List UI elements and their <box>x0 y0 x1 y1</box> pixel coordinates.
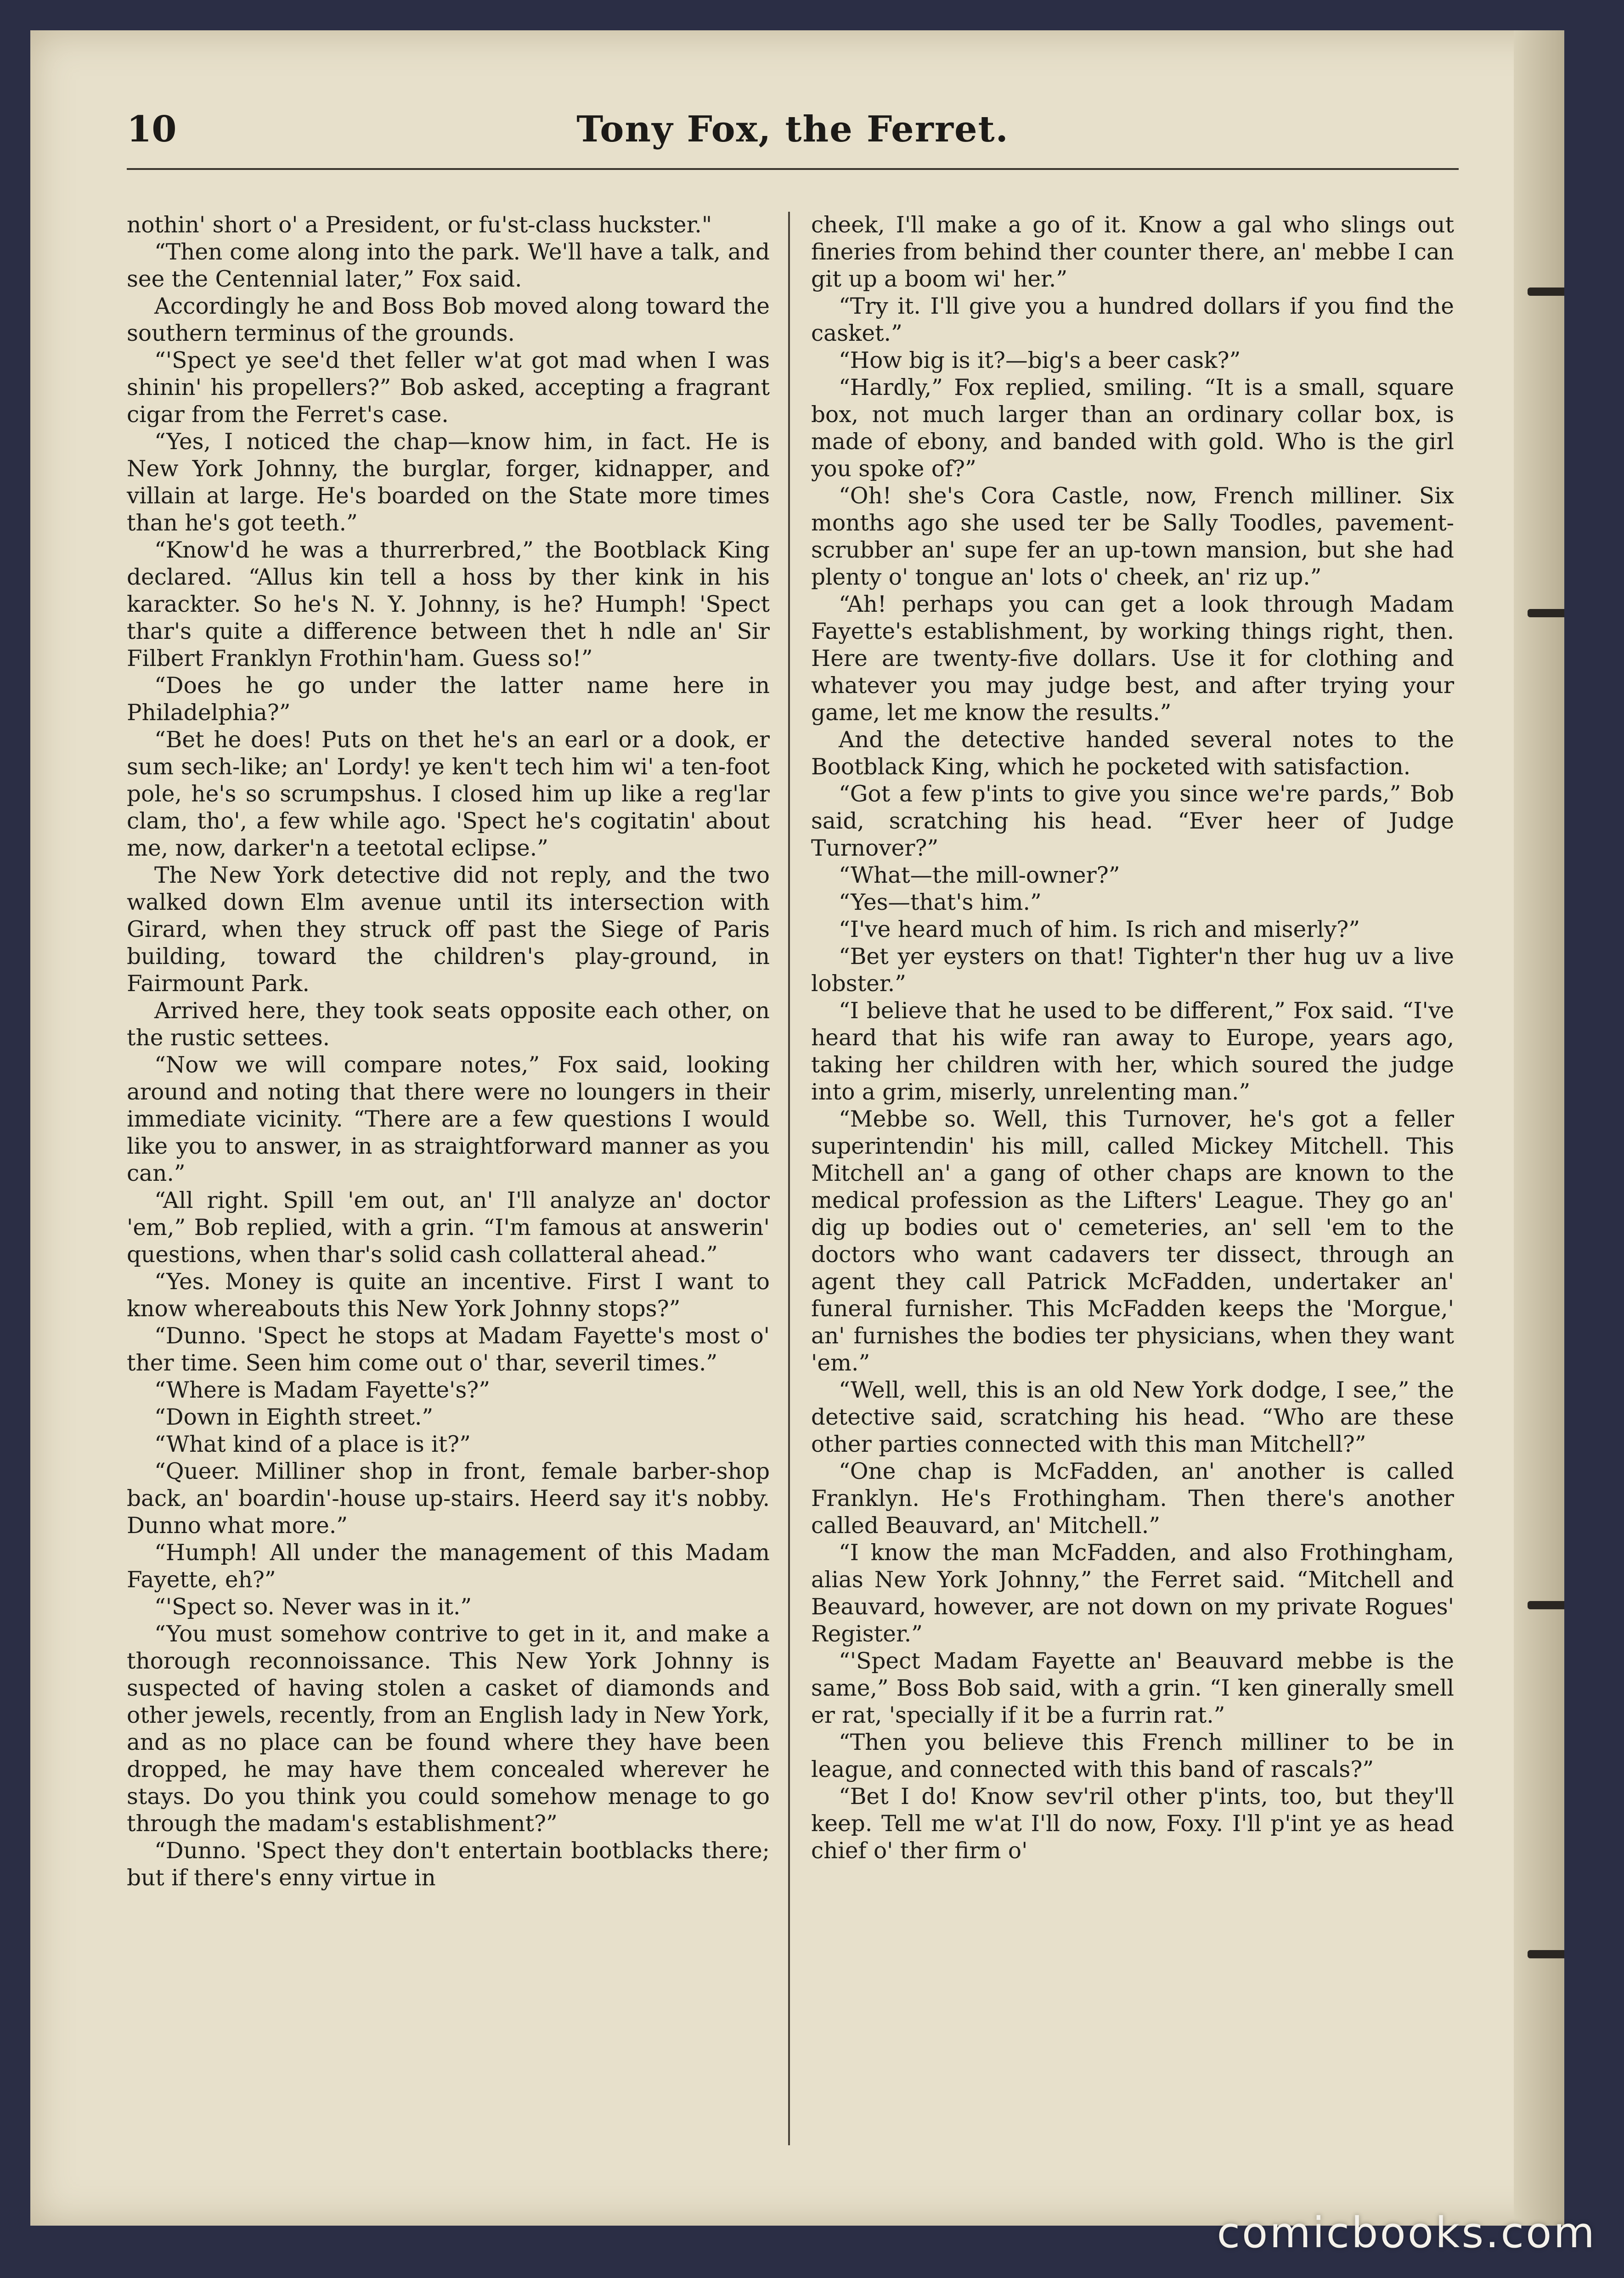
paragraph: “Humph! All under the management of this Madam Fayette, eh?” <box>127 1540 770 1593</box>
paragraph: “Yes—that's him.” <box>839 890 1042 915</box>
paragraph: cheek, I'll make a go of it. Know a gal who slings out fineries from behind ther counter there, an' mebbe I can git up a boom wi' her.” <box>811 212 1454 292</box>
paragraph: “Now we will compare notes,” Fox said, looking around and noting that there were no loungers in their immediate vicinity. “There are a few questions I would like you to answer, in as straightforward manner as you can.” <box>127 1052 770 1186</box>
binding-staple <box>1528 609 1564 617</box>
paragraph: “Ah! perhaps you can get a look through Madam Fayette's establishment, by working things right, then. Here are twenty-five dollars. Use it for clothing and whatever you may judge best, and after trying your game, let me know the results.” <box>811 592 1454 726</box>
binding-staple <box>1528 1950 1564 1958</box>
paragraph: “One chap is McFadden, an' another is called Franklyn. He's Frothingham. Then there's another called Beauvard, an' Mitchell.” <box>811 1459 1454 1539</box>
paragraph: The New York detective did not reply, and the two walked down Elm avenue until its intersection with Girard, when they struck off past the Siege of Paris building, toward the children's play-ground, in Fairmount Park. <box>127 863 770 997</box>
paragraph: “Know'd he was a thurrerbred,” the Bootblack King declared. “Allus kin tell a hoss by ther kink in his karackter. So he's N. Y. Johnny, is he? Humph! 'Spect thar's quite a difference between thet h ndle an' Sir Filbert Franklyn Frothin'ham. Guess so!” <box>127 537 770 671</box>
page-number: 10 <box>127 108 177 150</box>
paragraph: “Bet I do! Know sev'ril other p'ints, too, but they'll keep. Tell me w'at I'll do now, Foxy. I'll p'int ye as head chief o' ther firm o' <box>811 1784 1454 1864</box>
paragraph: And the detective handed several notes to the Bootblack King, which he pocketed with satisfaction. <box>811 727 1454 780</box>
paragraph: “What—the mill-owner?” <box>839 863 1120 888</box>
paragraph: “You must somehow contrive to get in it, and make a thorough reconnoissance. This New York Johnny is suspected of having stolen a casket of diamonds and other jewels, recently, from an English lady in New York, and as no place can be found where they have been dropped, he may have them concealed wherever he stays. Do you think you could somehow menage to go through the madam's establishment?” <box>127 1621 770 1837</box>
paragraph: “Queer. Milliner shop in front, female barber-shop back, an' boardin'-house up-stairs. Heerd say it's nobby. Dunno what more.” <box>127 1459 770 1539</box>
paragraph: “'Spect so. Never was in it.” <box>154 1594 472 1620</box>
paragraph: “Well, well, this is an old New York dodge, I see,” the detective said, scratching his head. “Who are these other parties connected with this man Mitchell?” <box>811 1377 1454 1457</box>
paragraph: “Does he go under the latter name here in Philadelphia?” <box>127 673 770 726</box>
paragraph: “What kind of a place is it?” <box>154 1432 471 1457</box>
binding-staple <box>1528 1601 1564 1609</box>
watermark: comicbooks.com <box>1217 2208 1596 2257</box>
paragraph: “Yes, I noticed the chap—know him, in fact. He is New York Johnny, the burglar, forger, kidnapper, and villain at large. He's boarded on the State more times than he's got teeth.” <box>127 429 770 536</box>
page-spine <box>1514 30 1564 2226</box>
paragraph: “Got a few p'ints to give you since we're pards,” Bob said, scratching his head. “Ever heer of Judge Turnover?” <box>811 781 1454 861</box>
paragraph: Accordingly he and Boss Bob moved along toward the southern terminus of the grounds. <box>127 293 770 346</box>
paragraph: “All right. Spill 'em out, an' I'll analyze an' doctor 'em,” Bob replied, with a grin. “I'm famous at answerin' questions, when thar's solid cash collatteral ahead.” <box>127 1188 770 1268</box>
paragraph: “Bet he does! Puts on thet he's an earl or a dook, er sum sech-like; an' Lordy! ye ken't tech him wi' a ten-foot pole, he's so scrumpshus. I closed him up like a reg'lar clam, tho', a few while ago. 'Spect he's cogitatin' about me, now, darker'n a teetotal eclipse.” <box>127 727 770 861</box>
paragraph: “Try it. I'll give you a hundred dollars if you find the casket.” <box>811 293 1454 346</box>
paragraph: “Dunno. 'Spect they don't entertain bootblacks there; but if there's enny virtue in <box>127 1838 770 1891</box>
paragraph: “I believe that he used to be different,” Fox said. “I've heard that his wife ran away to Europe, years ago, taking her children with her, which soured the judge into a grim, miserly, unrelenting man.” <box>811 998 1454 1105</box>
paragraph: “I know the man McFadden, and also Frothingham, alias New York Johnny,” the Ferret said. “Mitchell and Beauvard, however, are not down on my private Rogues' Register.” <box>811 1540 1454 1647</box>
text-column-right <box>811 212 1454 1865</box>
paragraph: “Then you believe this French milliner to be in league, and connected with this band of rascals?” <box>811 1730 1454 1782</box>
paragraph: “Hardly,” Fox replied, smiling. “It is a small, square box, not much larger than an ordinary collar box, is made of ebony, and banded with gold. Who is the girl you spoke of?” <box>811 375 1454 482</box>
text-column-left <box>127 212 770 1892</box>
paragraph: “'Spect Madam Fayette an' Beauvard mebbe is the same,” Boss Bob said, with a grin. “I ken ginerally smell er rat, 'specially if it be a furrin rat.” <box>811 1648 1454 1728</box>
header-rule <box>127 168 1459 170</box>
paragraph: “Bet yer eysters on that! Tighter'n ther hug uv a live lobster.” <box>811 944 1454 997</box>
running-title: Tony Fox, the Ferret. <box>576 108 1009 150</box>
paragraph: “How big is it?—big's a beer cask?” <box>839 348 1241 373</box>
paragraph: “Then come along into the park. We'll have a talk, and see the Centennial later,” Fox said. <box>127 239 770 292</box>
paragraph: “Down in Eighth street.” <box>154 1404 434 1430</box>
binding-staple <box>1528 288 1564 296</box>
paragraph: “Dunno. 'Spect he stops at Madam Fayette's most o' ther time. Seen him come out o' thar, severil times.” <box>127 1323 770 1376</box>
paragraph: “Where is Madam Fayette's?” <box>154 1377 491 1403</box>
paragraph: “'Spect ye see'd thet feller w'at got mad when I was shinin' his propellers?” Bob asked, accepting a fragrant cigar from the Ferret's case. <box>127 348 770 428</box>
paragraph: nothin' short o' a President, or fu'st-class huckster." <box>127 212 712 238</box>
paragraph: “Mebbe so. Well, this Turnover, he's got a feller superintendin' his mill, called Mickey Mitchell. This Mitchell an' a gang of other chaps are known to the medical profession as the Lifters' League. They go an' dig up bodies out o' cemeteries, an' sell 'em to the doctors who want cadavers ter dissect, through an agent they call Patrick McFadden, undertaker an' funeral furnisher. This McFadden keeps the 'Morgue,' an' furnishes the bodies ter physicians, when they want 'em.” <box>811 1106 1454 1376</box>
paragraph: “Yes. Money is quite an incentive. First I want to know whereabouts this New York Johnny stops?” <box>127 1269 770 1322</box>
page-header <box>127 108 1459 168</box>
paragraph: “I've heard much of him. Is rich and miserly?” <box>839 917 1360 942</box>
paragraph: “Oh! she's Cora Castle, now, French milliner. Six months ago she used ter be Sally Toodles, pavement-scrubber an' supe fer an up-town mansion, but she had plenty o' tongue an' lots o' cheek, an' riz up.” <box>811 483 1454 590</box>
column-divider <box>788 212 790 2145</box>
book-page <box>30 30 1564 2226</box>
paragraph: Arrived here, they took seats opposite each other, on the rustic settees. <box>127 998 770 1051</box>
